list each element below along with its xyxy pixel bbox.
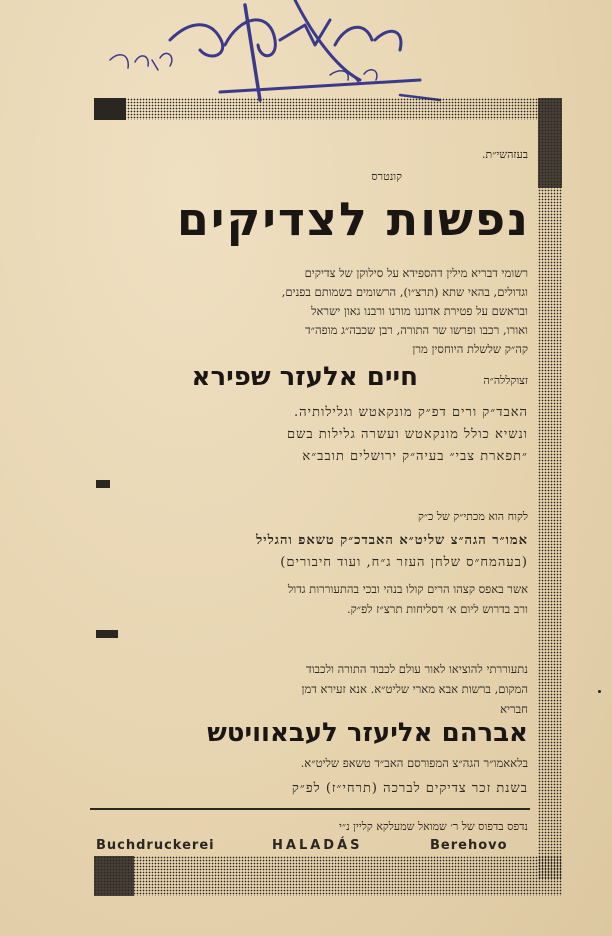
publisher-name: אברהם אליעזר לעבאוויטש — [207, 718, 528, 748]
frame-right-border — [538, 120, 562, 880]
publisher-lineage: בלאאמו״ר הגה״צ המפורסם האב״ד טשאפ שליט״א. — [300, 756, 528, 770]
frame-bottom-border — [94, 856, 562, 896]
booklet-label: קונטרס — [371, 170, 402, 183]
publisher-line: המקום, ברשות אבא מארי שליט״א. אנא זעירא דמן — [301, 682, 528, 696]
frame-corner-top-left — [94, 98, 126, 120]
publisher-line: חבריא — [500, 702, 528, 716]
page-title: נפשות לצדיקים — [176, 192, 530, 246]
source-line: ורב בדרוש ליום א׳ דסליחות תרצ״ז לפ״ק. — [346, 602, 528, 616]
frame-corner-bottom-left — [94, 856, 134, 896]
printer-latin-left: Buchdruckerei — [96, 838, 215, 853]
source-line: אמו״ר הגה״צ שליט״א האבדכ״ק טשאפ והגליל — [256, 533, 528, 548]
source-line: אשר באפס קצהו הרים קולו בנהי ובכי בהתעוררות גדול — [287, 582, 528, 596]
year-line: בשנת זכר צדיקים לברכה (תרחי״ז) לפ״ק — [291, 781, 528, 796]
printer-latin-right: Berehovo — [430, 838, 508, 853]
divider-rule — [90, 808, 530, 810]
rabbi-honorific: זצוקללה״ה — [483, 374, 528, 387]
rabbi-name: חיים אלעזר שפירא — [191, 362, 418, 392]
intro-line: ואורו, רכבו ופרשו שר התורה, רבן שכבה״ג מופה״ד — [305, 323, 528, 337]
intro-line: וגדולים, בהאי שתא (תרצ״ו), הרשומים בשמותם בפנים, — [281, 285, 528, 299]
printer-latin-mid: HALADÁS — [272, 838, 363, 853]
ornament-marker — [96, 630, 118, 638]
source-line: לקוח הוא מכתי״ק של כ״ק — [417, 510, 528, 523]
invocation-mark: בעזהשי״ת. — [482, 148, 528, 161]
ornament-marker — [96, 480, 110, 488]
paper-speck — [598, 690, 601, 693]
rabbi-title-line: ״תפארת צבי״ בעיה״ק ירושלים תובב״א — [302, 449, 528, 464]
publisher-line: נתעוררתי להוציאו לאור עולם לכבוד התורה ולכבוד — [306, 662, 528, 676]
frame-top-border — [94, 98, 562, 120]
intro-line: רשומי דבריא מילין דהספידא על סילוקן של צדיקים — [304, 266, 528, 280]
printer-hebrew: נדפס בדפוס של ר׳ שמואל שמעלקא קליין נ״י — [339, 820, 528, 833]
rabbi-title-line: האבד״ק ורים דפ״ק מונקאטש וגלילותיה. — [294, 405, 528, 420]
rabbi-title-line: ונשיא כולל מונקאטש ועשרה גלילות בשם — [287, 427, 528, 442]
intro-line: ובראשם על פטירת אדוננו מורנו ורבנו גאון ישראל — [311, 304, 528, 318]
source-line: (בעהמח״ס שלחן העזר ג״ח, ועוד חיבורים) — [280, 555, 528, 570]
intro-line: קה״ק שלשלת היוחסין מרן — [412, 342, 528, 356]
